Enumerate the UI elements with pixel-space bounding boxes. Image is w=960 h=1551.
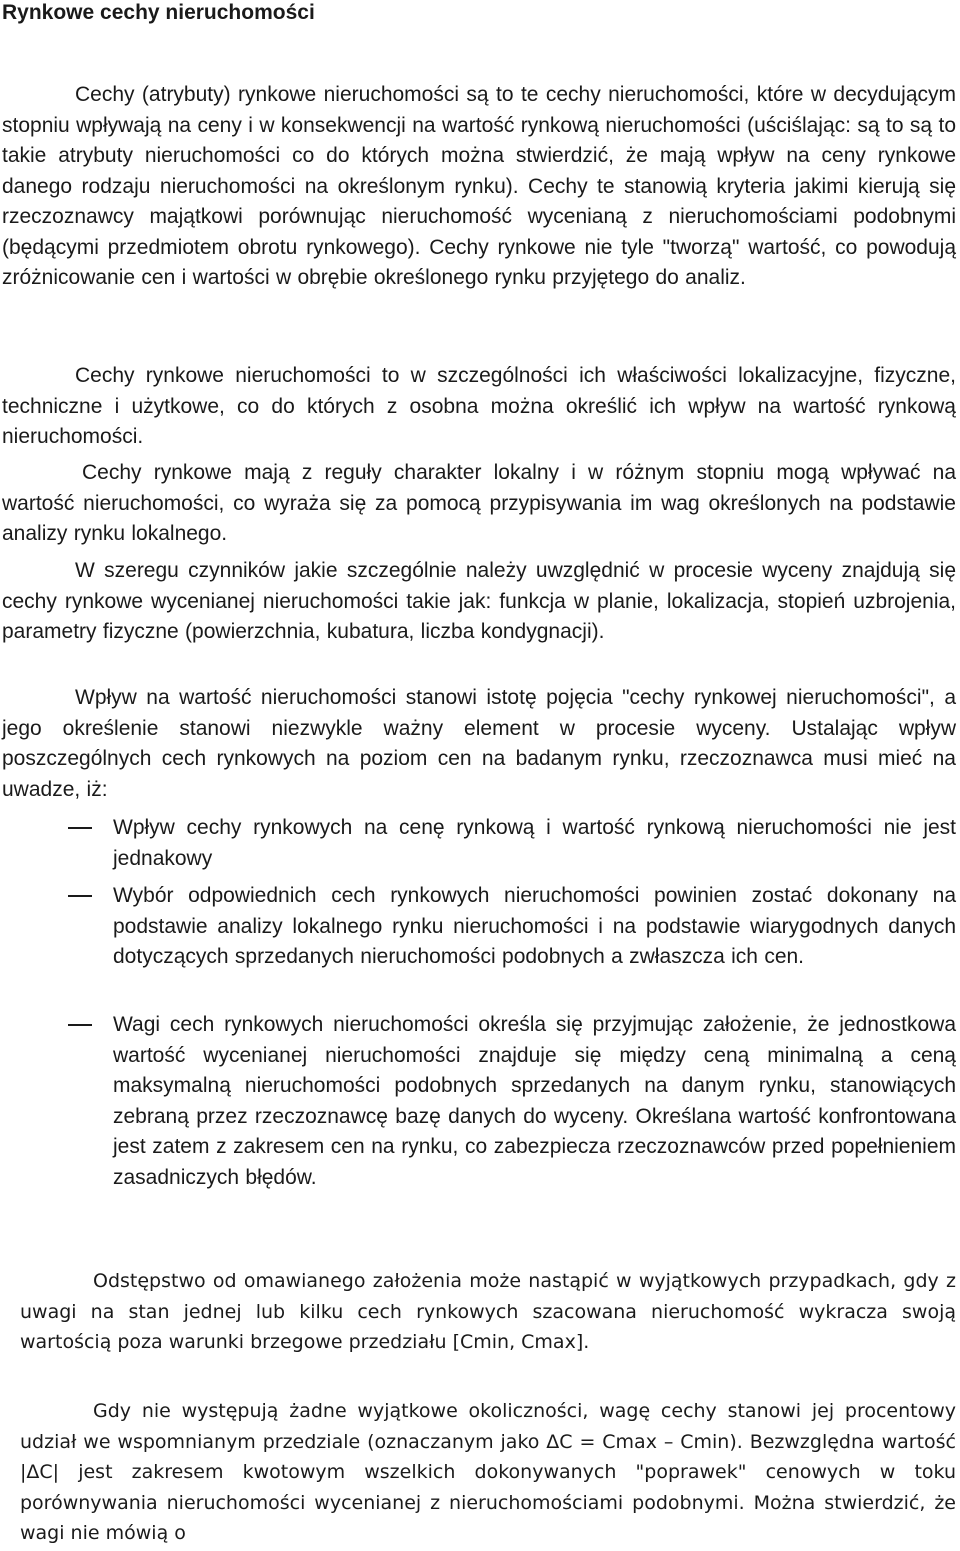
- paragraph-exceptions: Odstępstwo od omawianego założenia może nastąpić w wyjątkowych przypadkach, gdy z uwagi na stan jednej lub kilku cech rynkowych szacowana nieruchomość wykracza swoją wartością poza warunki brzegowe przedziału [Cmin, Cmax].: [20, 1270, 956, 1353]
- list-item: [2, 1010, 956, 1193]
- paragraph-market-features-definition: Cechy (atrybuty) rynkowe nieruchomości są to te cechy nieruchomości, które w decydującym stopniu wpływają na ceny i w konsekwencji na wartość rynkową nieruchomości (uściślając: są to są to takie atrybuty nieruchomości co do których można stwierdzić, że mają wpływ na ceny rynkowe danego rodzaju nieruchomości na określonym rynku). Cechy te stanowią kryteria jakimi kierują się rzeczoznawcy majątkowi porównując nieruchomość wycenianą z nieruchomościami podobnymi (będącymi przedmiotem obrotu rynkowego). Cechy rynkowe nie tyle "tworzą" wartość, co powodują zróżnicowanie cen i wartości w obrębie określonego rynku przyjętego do analiz.: [2, 83, 956, 289]
- dash-bullet-icon: [68, 827, 92, 829]
- document-title: Rynkowe cechy nieruchomości: [2, 1, 315, 24]
- dash-bullet-icon: [68, 1024, 92, 1026]
- list-item: [2, 881, 956, 973]
- paragraph-valuation-factors: W szeregu czynników jakie szczególnie należy uwzględnić w procesie wyceny znajdują się cechy rynkowe wycenianej nieruchomości takie jak: funkcja w planie, lokalizacja, stopień uzbrojenia, parametry fizyczne (powierzchnia, kubatura, liczba kondygnacji).: [2, 559, 956, 643]
- list-item: [2, 813, 956, 874]
- paragraph-feature-properties: Cechy rynkowe nieruchomości to w szczególności ich właściwości lokalizacyjne, fizyczne, techniczne i użytkowe, co do których z osobna można określić ich wpływ na wartość rynkową nieruchomości.: [2, 364, 956, 448]
- list-item-text: Wagi cech rynkowych nieruchomości określa się przyjmując założenie, że jednostkowa wartość wycenianej nieruchomości znajduje się między ceną minimalną a ceną maksymalną nieruchomości podobnych sprzedanych na danym rynku, stanowiących zebraną przez rzeczoznawcę bazę danych do wyceny. Określana wartość konfrontowana jest zatem z zakresem cen na rynku, co zabezpiecza rzeczoznawców przed popełnieniem zasadniczych błędów.: [113, 1013, 956, 1189]
- paragraph-impact-on-value: Wpływ na wartość nieruchomości stanowi istotę pojęcia "cechy rynkowej nieruchomości", a jego określenie stanowi niezwykle ważny element w procesie wyceny. Ustalając wpływ poszczególnych cech rynkowych na poziom cen na badanym rynku, rzeczoznawca musi mieć na uwadze, iż:: [2, 686, 956, 801]
- paragraph-weights: Gdy nie występują żadne wyjątkowe okoliczności, wagę cechy stanowi jej procentowy udział we wspomnianym przedziale (oznaczanym jako ΔC = Cmax – Cmin). Bezwzględna wartość |ΔC| jest zakresem kwotowym wszelkich dokonywanych "poprawek" cenowych w toku porównywania nieruchomości wycenianej z nieruchomościami podobnymi. Można stwierdzić, że wagi nie mówią o: [20, 1400, 956, 1544]
- paragraph-local-character: Cechy rynkowe mają z reguły charakter lokalny i w różnym stopniu mogą wpływać na wartość nieruchomości, co wyraża się za pomocą przypisywania im wag określonych na podstawie analizy rynku lokalnego.: [2, 461, 956, 545]
- list-item-text: Wpływ cechy rynkowych na cenę rynkową i wartość rynkową nieruchomości nie jest jednakowy: [113, 816, 956, 870]
- list-item-text: Wybór odpowiednich cech rynkowych nieruchomości powinien zostać dokonany na podstawie analizy lokalnego rynku nieruchomości i na podstawie wiarygodnych danych dotyczących sprzedanych nieruchomości podobnych a zwłaszcza ich cen.: [113, 884, 956, 968]
- dash-bullet-icon: [68, 895, 92, 897]
